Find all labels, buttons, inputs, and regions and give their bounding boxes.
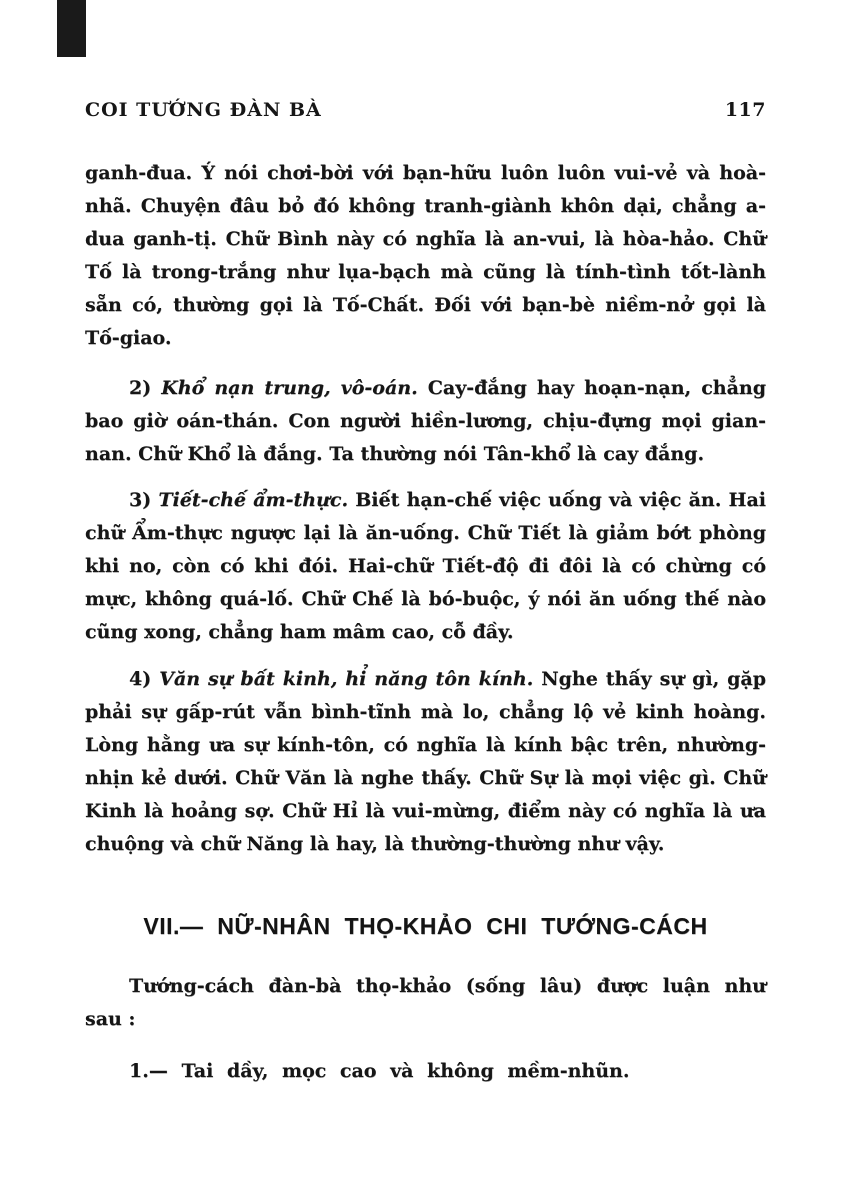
- paragraph-lead-italic: Tiết-chế ẩm-thực.: [158, 489, 349, 511]
- paragraph-lead-italic: Khổ nạn trung, vô-oán.: [161, 377, 418, 399]
- paragraph-number: 4): [129, 668, 152, 690]
- page-number: 117: [724, 99, 766, 121]
- paragraph-continuation: [85, 157, 766, 355]
- paragraph-item-4: [85, 663, 766, 861]
- running-header-title: COI TƯỚNG ĐÀN BÀ: [85, 99, 322, 121]
- paragraph-text: ganh-đua. Ý nói chơi-bời với bạn-hữu luôn luôn vui-vẻ và hoà-nhã. Chuyện đâu bỏ đó không tranh-giành khôn dại, chẳng a-dua ganh-tị. Chữ Bình này có nghĩa là an-vui, là hòa-hảo. Chữ Tố là trong-trắng như lụa-bạch mà cũng là tính-tình tốt-lành sẵn có, thường gọi là Tố-Chất. Đối với bạn-bè niềm-nở gọi là Tố-giao.: [85, 162, 766, 349]
- scan-artifact-mark: [57, 0, 86, 57]
- paragraph-item-3: [85, 484, 766, 649]
- paragraph-text: Cay-đắng hay hoạn-nạn, chẳng bao giờ oán-thán. Con người hiền-lương, chịu-đựng mọi gian-nan. Chữ Khổ là đắng. Ta thường nói Tân-khổ là cay đắng.: [85, 377, 766, 465]
- paragraph-number: 3): [129, 489, 152, 511]
- page-content: [85, 0, 766, 1088]
- running-header: [85, 99, 766, 121]
- section-intro-line-2: sau :: [85, 1008, 136, 1030]
- paragraph-text: Biết hạn-chế việc uống và việc ăn. Hai chữ Ẩm-thực ngược lại là ăn-uống. Chữ Tiết là giảm bớt phòng khi no, còn có khi đói. Hai-chữ Tiết-độ đi đôi là có chừng có mực, không quá-lố. Chữ Chế là bó-buộc, ý nói ăn uống thế nào cũng xong, chẳng ham mâm cao, cỗ đầy.: [85, 489, 766, 643]
- paragraph-item-2: [85, 372, 766, 471]
- numbered-list-item-1: 1.— Tai dầy, mọc cao và không mềm-nhũn.: [129, 1060, 630, 1082]
- paragraph-number: 2): [129, 377, 152, 399]
- paragraph-text: Nghe thấy sự gì, gặp phải sự gấp-rút vẫn bình-tĩnh mà lo, chẳng lộ vẻ kinh hoàng. Lòng hằng ưa sự kính-tôn, có nghĩa là kính bậc trên, nhường-nhịn kẻ dưới. Chữ Văn là nghe thấy. Chữ Sự là mọi việc gì. Chữ Kinh là hoảng sợ. Chữ Hỉ là vui-mừng, điểm này có nghĩa là ưa chuộng và chữ Năng là hay, là thường-thường như vậy.: [85, 668, 767, 855]
- section-heading: VII.— NỮ-NHÂN THỌ-KHẢO CHI TƯỚNG-CÁCH: [143, 913, 708, 939]
- section-intro-line-1: Tướng-cách đàn-bà thọ-khảo (sống lâu) được luận như: [129, 975, 766, 997]
- paragraph-lead-italic: Văn sự bất kinh, hỉ năng tôn kính.: [159, 668, 534, 690]
